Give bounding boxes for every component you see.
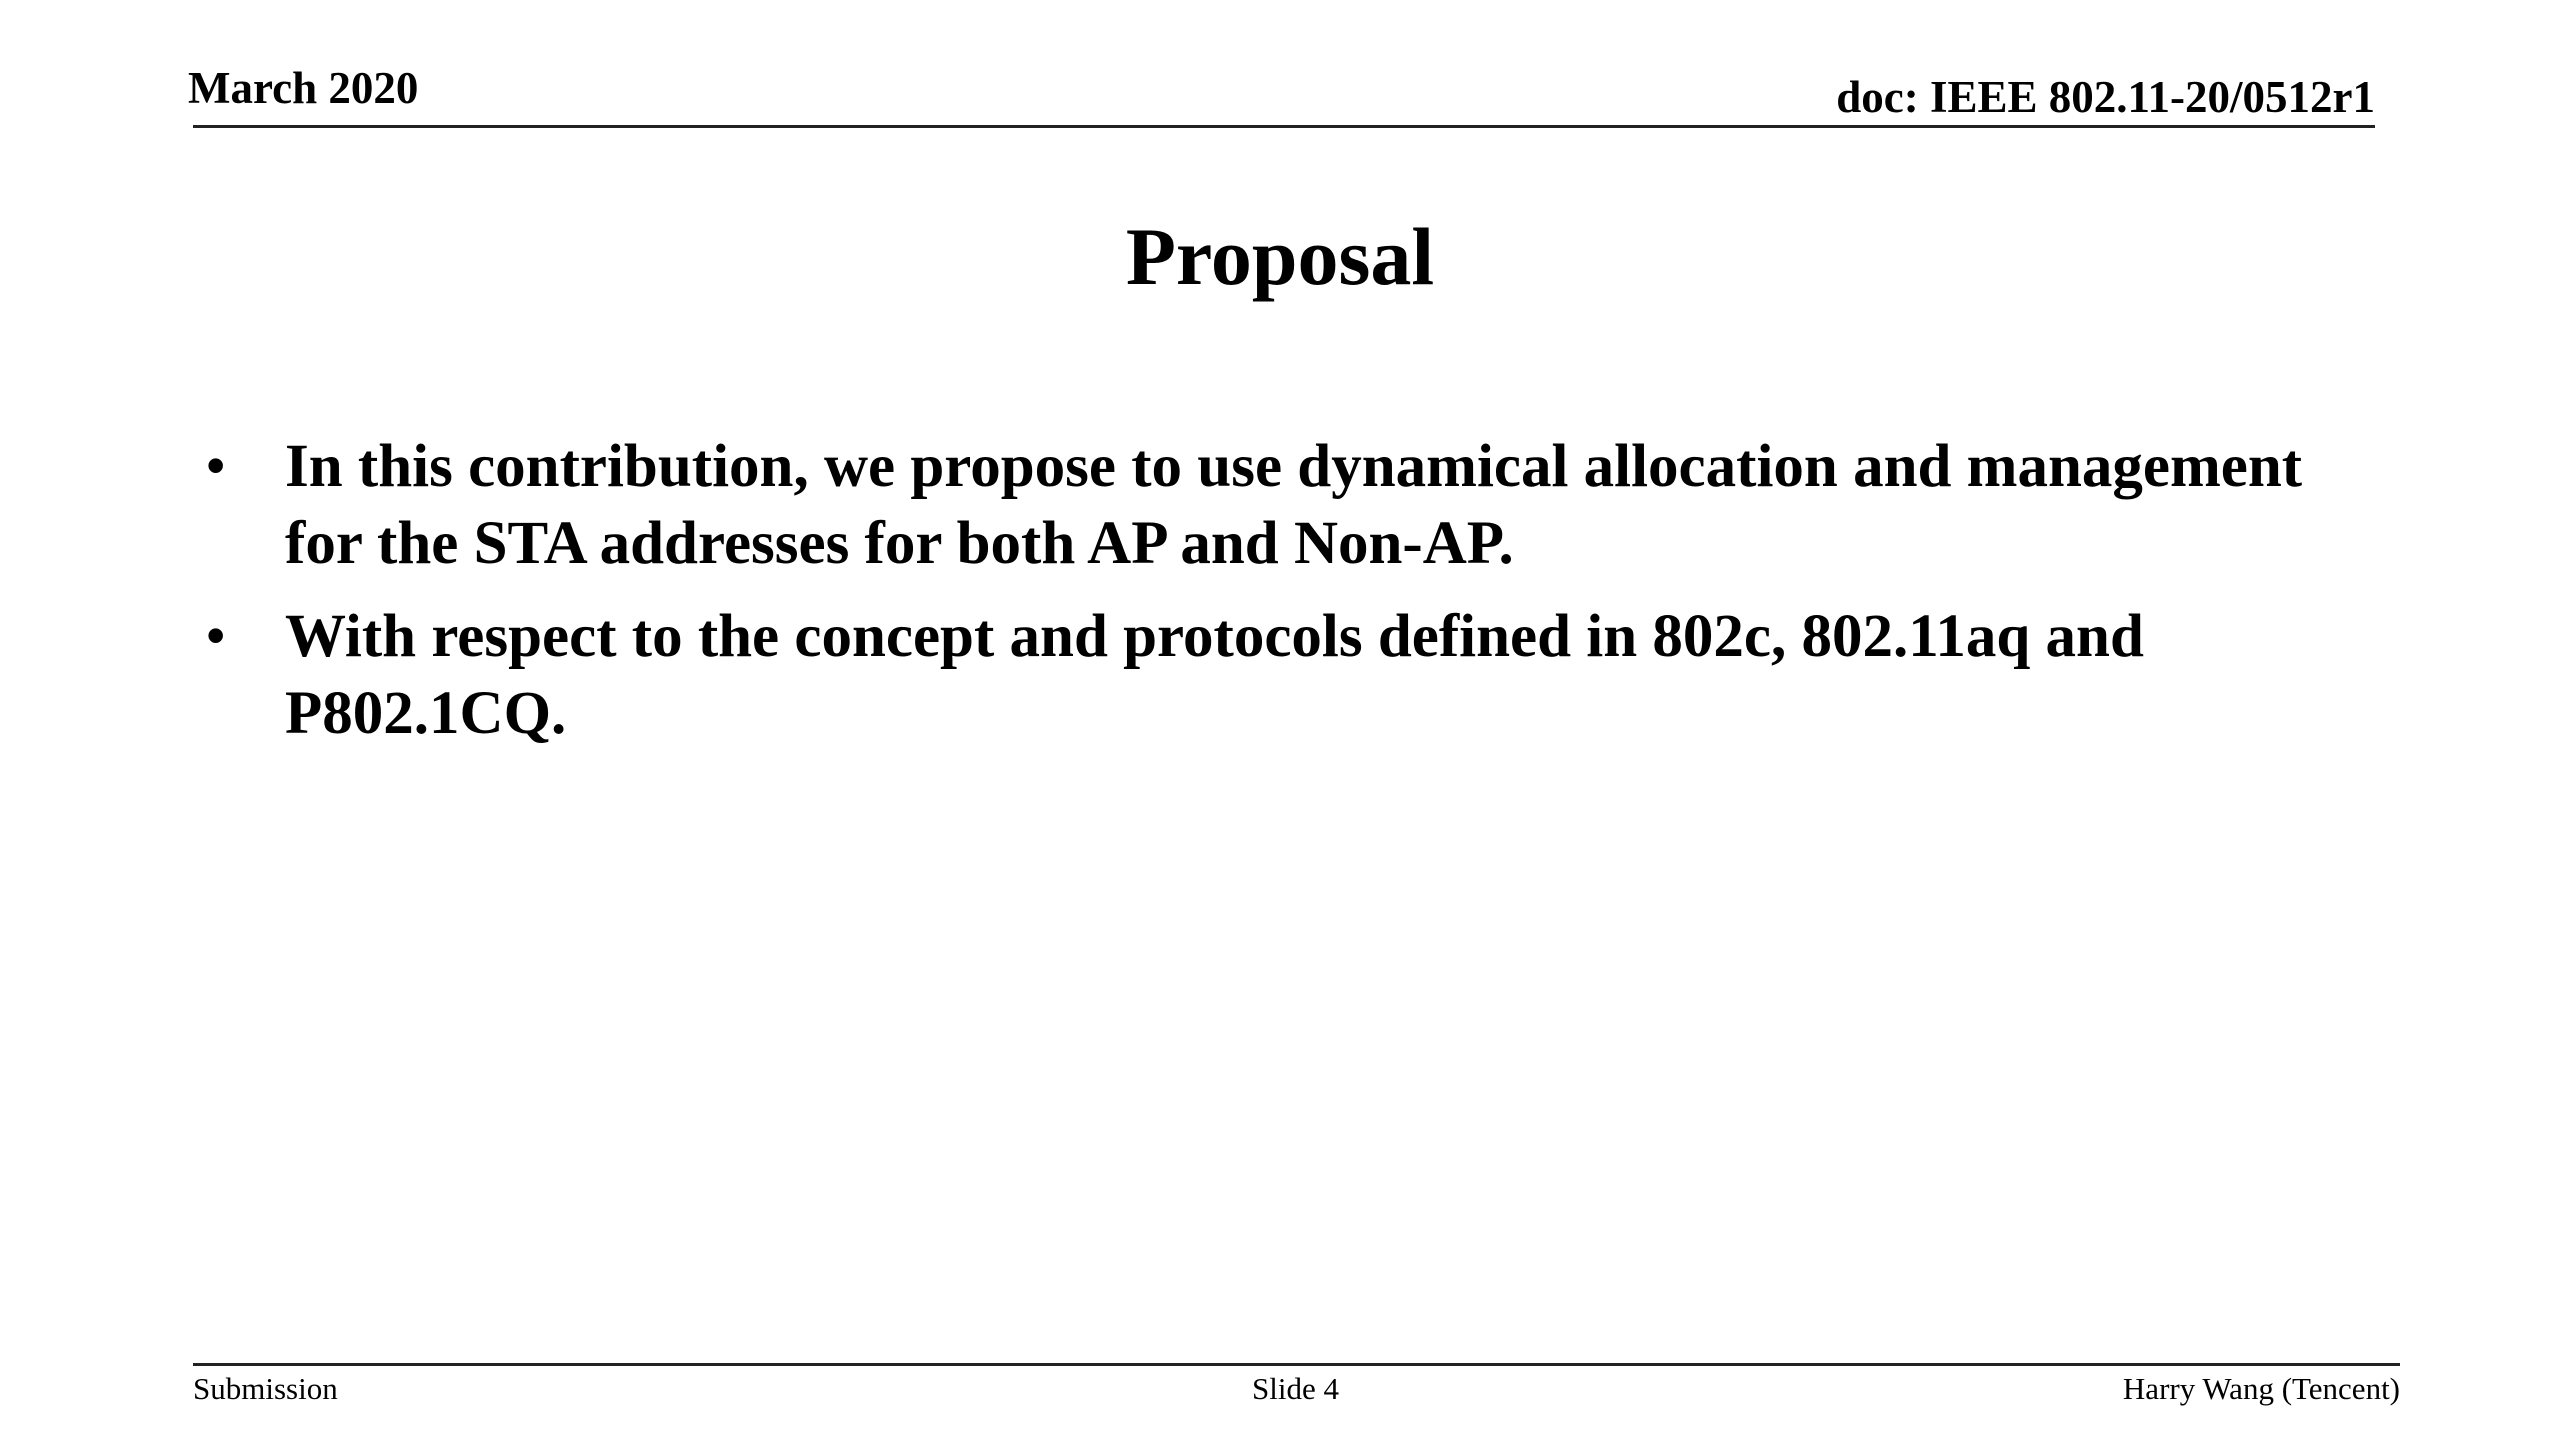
header-doc-id: doc: IEEE 802.11-20/0512r1 [1836, 72, 2375, 122]
bullet-item [205, 598, 2375, 752]
footer-slide-number: Slide 4 [1252, 1371, 1339, 1406]
bullet-text: In this contribution, we propose to use dynamical allocation and management for the STA addresses for both AP and Non-AP. [285, 433, 2303, 577]
slide-title: Proposal [1125, 211, 1435, 302]
bullet-marker: • [205, 603, 227, 670]
bullet-list [205, 428, 2375, 768]
bullet-text: With respect to the concept and protocols defined in 802c, 802.11aq and P802.1CQ. [285, 603, 2144, 747]
footer-divider [193, 1363, 2400, 1366]
footer-submission: Submission [193, 1371, 338, 1406]
bullet-marker: • [205, 433, 227, 500]
bullet-item [205, 428, 2375, 582]
header-date: March 2020 [188, 63, 419, 113]
header-divider [193, 125, 2375, 128]
footer-author: Harry Wang (Tencent) [2122, 1371, 2400, 1406]
